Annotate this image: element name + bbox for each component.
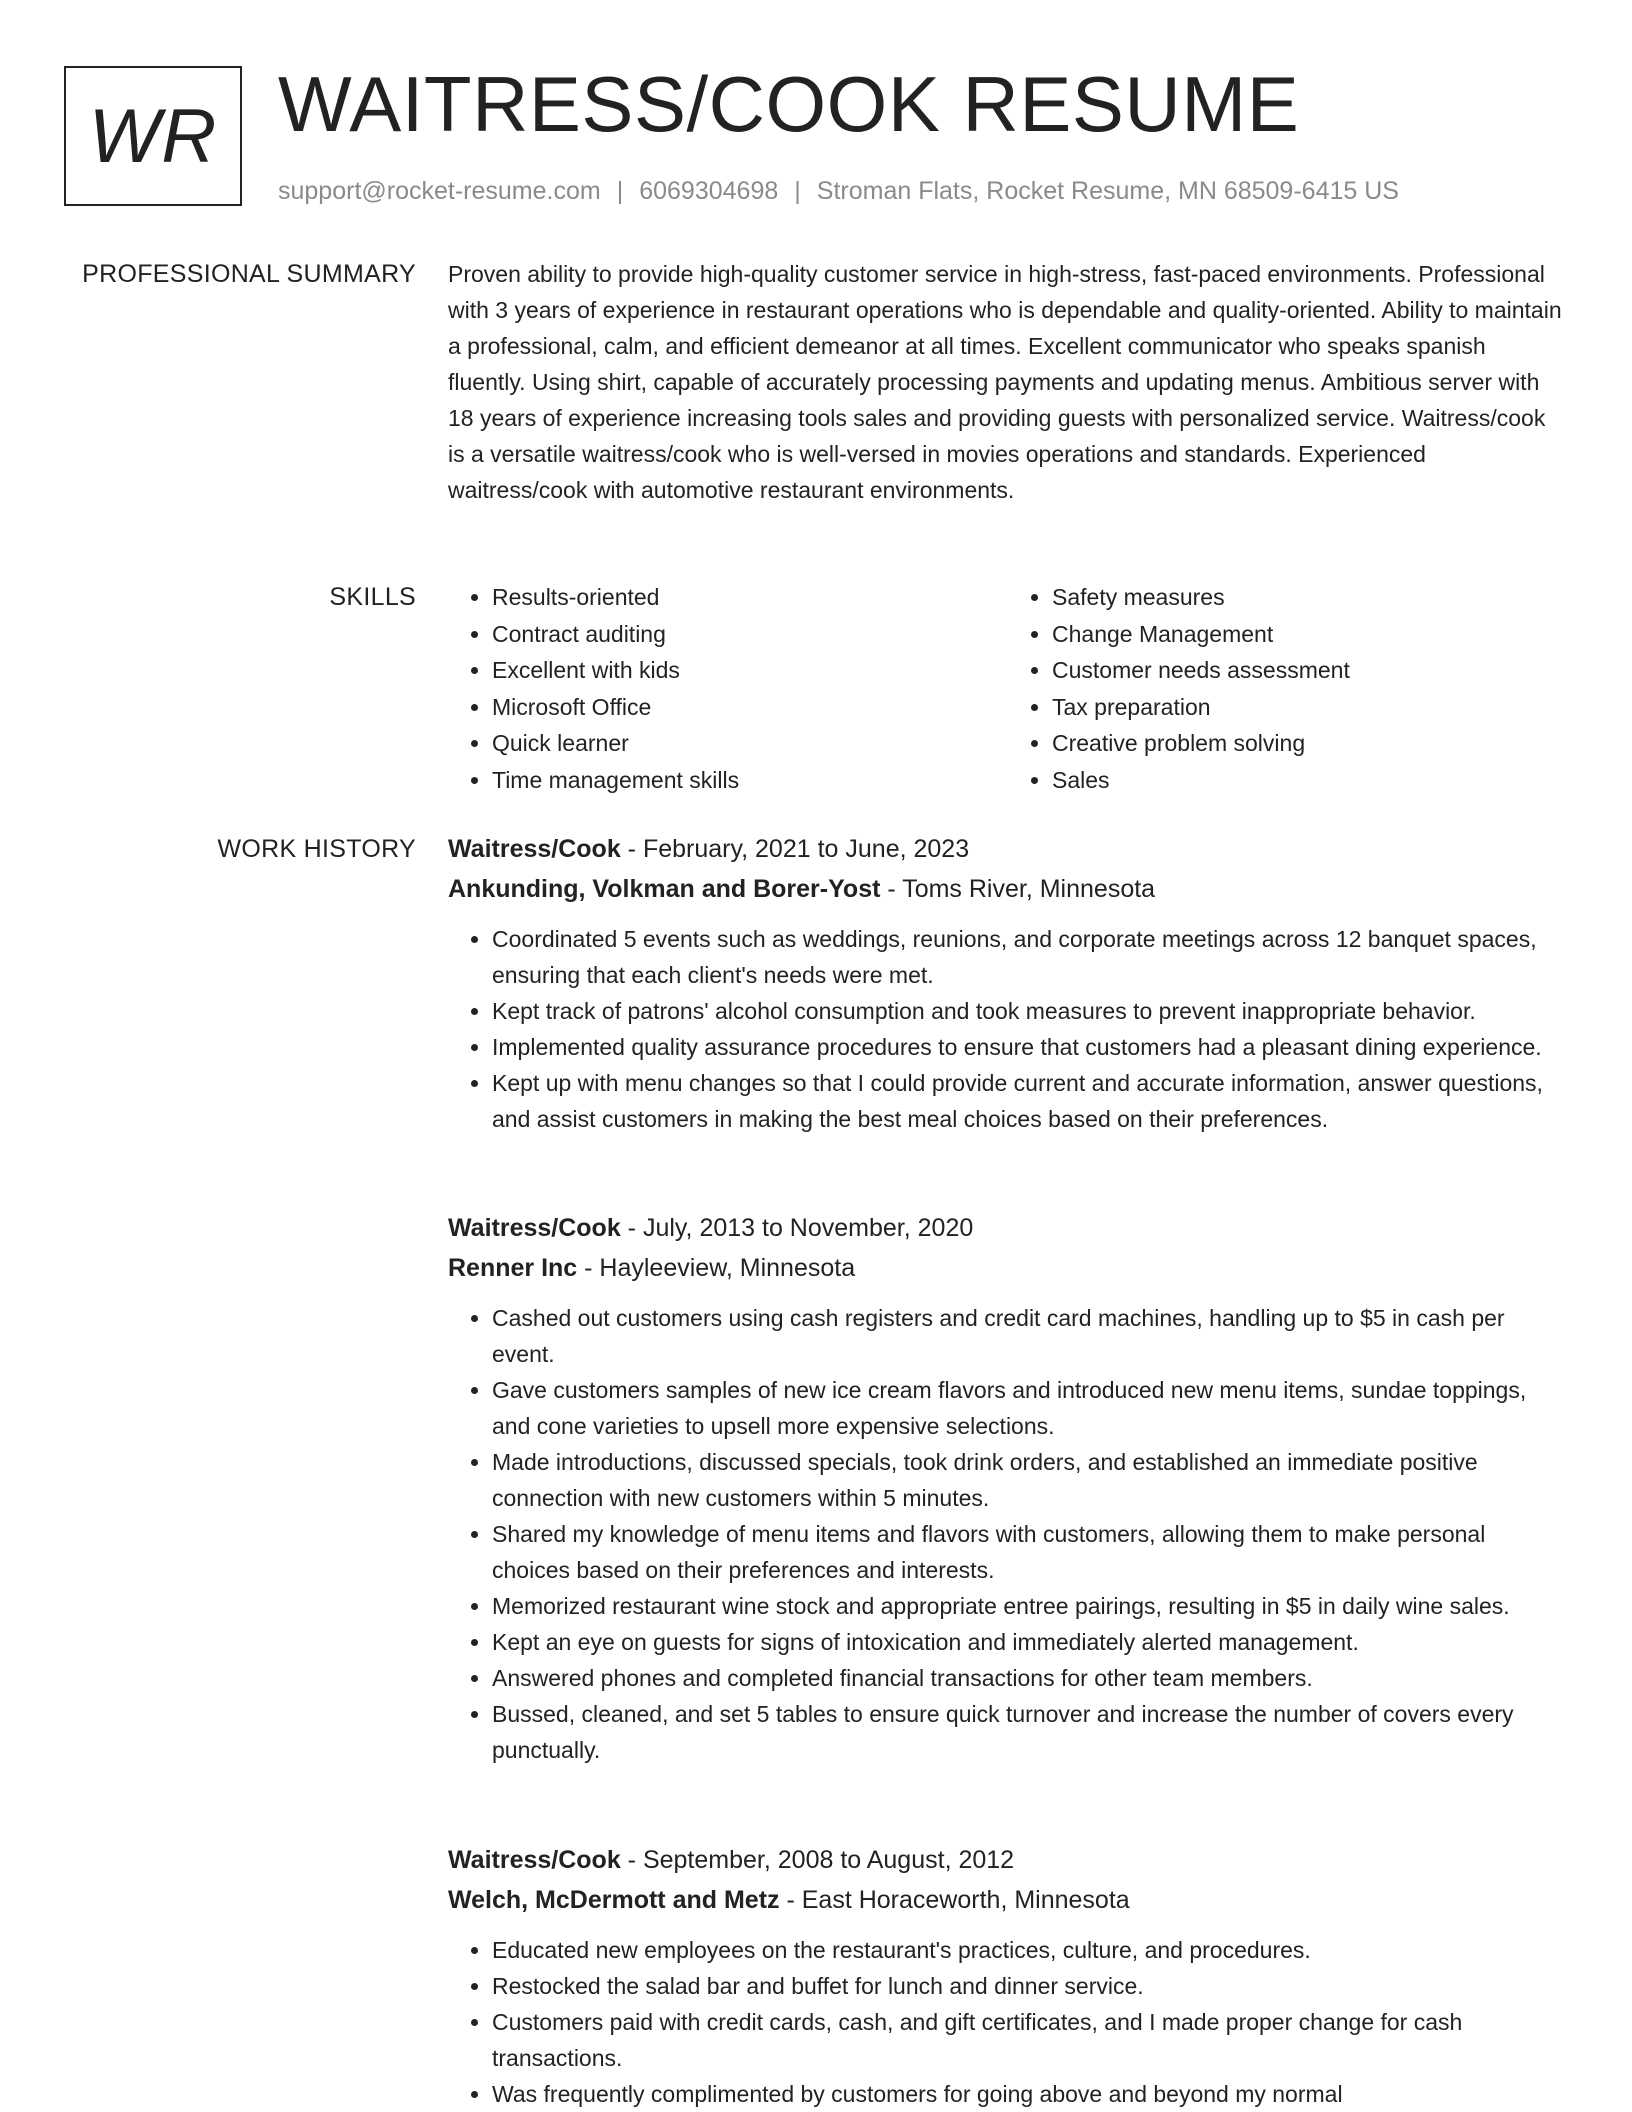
job-company-line: [448, 1248, 1568, 1288]
job-bullet: • Gave customers samples of new ice cream flavors and introduced new menu items, sundae toppings, and cone varieties to upsell more expensive selections.: [492, 1372, 1568, 1444]
job-dates: February, 2021 to June, 2023: [642, 835, 970, 863]
job-bullet: • Kept up with menu changes so that I could provide current and accurate information, answer questions, and assist customers in making the best meal choices based on their preferences.: [492, 1065, 1568, 1137]
job-bullets: [448, 1932, 1568, 2112]
job-bullet: • Customers paid with credit cards, cash, and gift certificates, and I made proper change for cash transactions.: [492, 2004, 1568, 2076]
job-entry: [448, 1840, 1568, 2112]
job-dash: -: [620, 1214, 643, 1242]
job-location: Toms River, Minnesota: [902, 875, 1156, 903]
job-bullet: • Implemented quality assurance procedures to ensure that customers had a pleasant dining experience.: [492, 1029, 1568, 1065]
job-bullet: • Memorized restaurant wine stock and appropriate entree pairings, resulting in $5 in daily wine sales.: [492, 1588, 1568, 1624]
skill-item: • Excellent with kids: [492, 652, 1008, 689]
section-label-skills: SKILLS: [329, 583, 416, 611]
job-entry: [448, 829, 1568, 1137]
job-bullet: • Cashed out customers using cash registers and credit card machines, handling up to $5 in cash per event.: [492, 1300, 1568, 1372]
summary-text: Proven ability to provide high-quality customer service in high-stress, fast-paced environments. Professional with 3 years of experience in restaurant operations who is dependable and quality-oriented. Ability to maintain a professional, calm, and efficient demeanor at all times. Excellent communicator who speaks spanish fluently. Using shirt, capable of accurately processing payments and updating menus. Ambitious server with 18 years of experience increasing tools sales and providing guests with personalized service. Waitress/cook is a versatile waitress/cook who is well-versed in movies operations and standards. Experienced waitress/cook with automotive restaurant environments.: [448, 261, 1562, 503]
job-company: Renner Inc: [448, 1254, 578, 1282]
skills-column-right: [1008, 579, 1568, 799]
contact-separator: |: [616, 177, 624, 205]
resume-title: WAITRESS/COOK RESUME: [278, 60, 1300, 148]
job-dash: -: [620, 1846, 643, 1874]
section-label-summary: PROFESSIONAL SUMMARY: [82, 260, 416, 288]
job-company-line: [448, 1880, 1568, 1920]
job-bullet: • Coordinated 5 events such as weddings, reunions, and corporate meetings across 12 banquet spaces, ensuring that each client's needs were met.: [492, 921, 1568, 993]
contact-separator: |: [794, 177, 801, 205]
summary-body: [448, 256, 1568, 508]
job-dash: -: [620, 835, 643, 863]
job-entry: [448, 1208, 1568, 1768]
skill-item: • Contract auditing: [492, 616, 1008, 653]
skill-item: • Quick learner: [492, 725, 1008, 762]
job-bullet: • Answered phones and completed financial transactions for other team members.: [492, 1660, 1568, 1696]
job-dash: -: [880, 875, 903, 903]
job-bullet: • Kept an eye on guests for signs of intoxication and immediately alerted management.: [492, 1624, 1568, 1660]
monogram-initials: WR: [88, 93, 218, 179]
contact-phone: 6069304698: [639, 177, 779, 205]
job-bullet: • Was frequently complimented by customers for going above and beyond my normal: [492, 2076, 1568, 2112]
skill-item: • Time management skills: [492, 762, 1008, 799]
job-title: Waitress/Cook: [448, 1846, 621, 1874]
job-location: Hayleeview, Minnesota: [599, 1254, 856, 1282]
job-title: Waitress/Cook: [448, 1214, 621, 1242]
skills-grid: [448, 579, 1568, 799]
section-label-work-history: WORK HISTORY: [217, 835, 416, 863]
skill-item: • Sales: [1052, 762, 1568, 799]
job-bullets: [448, 921, 1568, 1137]
job-bullet: • Bussed, cleaned, and set 5 tables to ensure quick turnover and increase the number of covers every punctually.: [492, 1696, 1568, 1768]
skill-item: • Safety measures: [1052, 579, 1568, 616]
job-company: Ankunding, Volkman and Borer-Yost: [448, 875, 881, 903]
contact-line: [278, 175, 1399, 207]
monogram-logo: [64, 66, 242, 206]
job-location: East Horaceworth, Minnesota: [801, 1886, 1130, 1914]
skill-item: • Customer needs assessment: [1052, 652, 1568, 689]
job-bullet: • Made introductions, discussed specials, took drink orders, and established an immediate positive connection with new customers within 5 minutes.: [492, 1444, 1568, 1516]
skill-item: • Results-oriented: [492, 579, 1008, 616]
job-title-line: [448, 1208, 1568, 1248]
job-company: Welch, McDermott and Metz: [448, 1886, 780, 1914]
skills-column-left: [448, 579, 1008, 799]
job-bullet: • Shared my knowledge of menu items and flavors with customers, allowing them to make personal choices based on their preferences and interests.: [492, 1516, 1568, 1588]
skills-body: [448, 579, 1568, 799]
job-dates: July, 2013 to November, 2020: [642, 1214, 974, 1242]
skill-item: • Microsoft Office: [492, 689, 1008, 726]
job-bullet: • Educated new employees on the restaurant's practices, culture, and procedures.: [492, 1932, 1568, 1968]
job-dash: -: [577, 1254, 600, 1282]
job-title-line: [448, 1840, 1568, 1880]
job-title: Waitress/Cook: [448, 835, 621, 863]
job-dates: September, 2008 to August, 2012: [642, 1846, 1015, 1874]
job-bullet: • Restocked the salad bar and buffet for lunch and dinner service.: [492, 1968, 1568, 2004]
contact-email: support@rocket-resume.com: [278, 177, 601, 205]
job-title-line: [448, 829, 1568, 869]
job-bullet: • Kept track of patrons' alcohol consumption and took measures to prevent inappropriate behavior.: [492, 993, 1568, 1029]
job-company-line: [448, 869, 1568, 909]
job-bullets: [448, 1300, 1568, 1768]
skill-item: • Tax preparation: [1052, 689, 1568, 726]
skill-item: • Creative problem solving: [1052, 725, 1568, 762]
skill-item: • Change Management: [1052, 616, 1568, 653]
job-dash: -: [779, 1886, 802, 1914]
contact-address: Stroman Flats, Rocket Resume, MN 68509-6415 US: [816, 177, 1399, 205]
